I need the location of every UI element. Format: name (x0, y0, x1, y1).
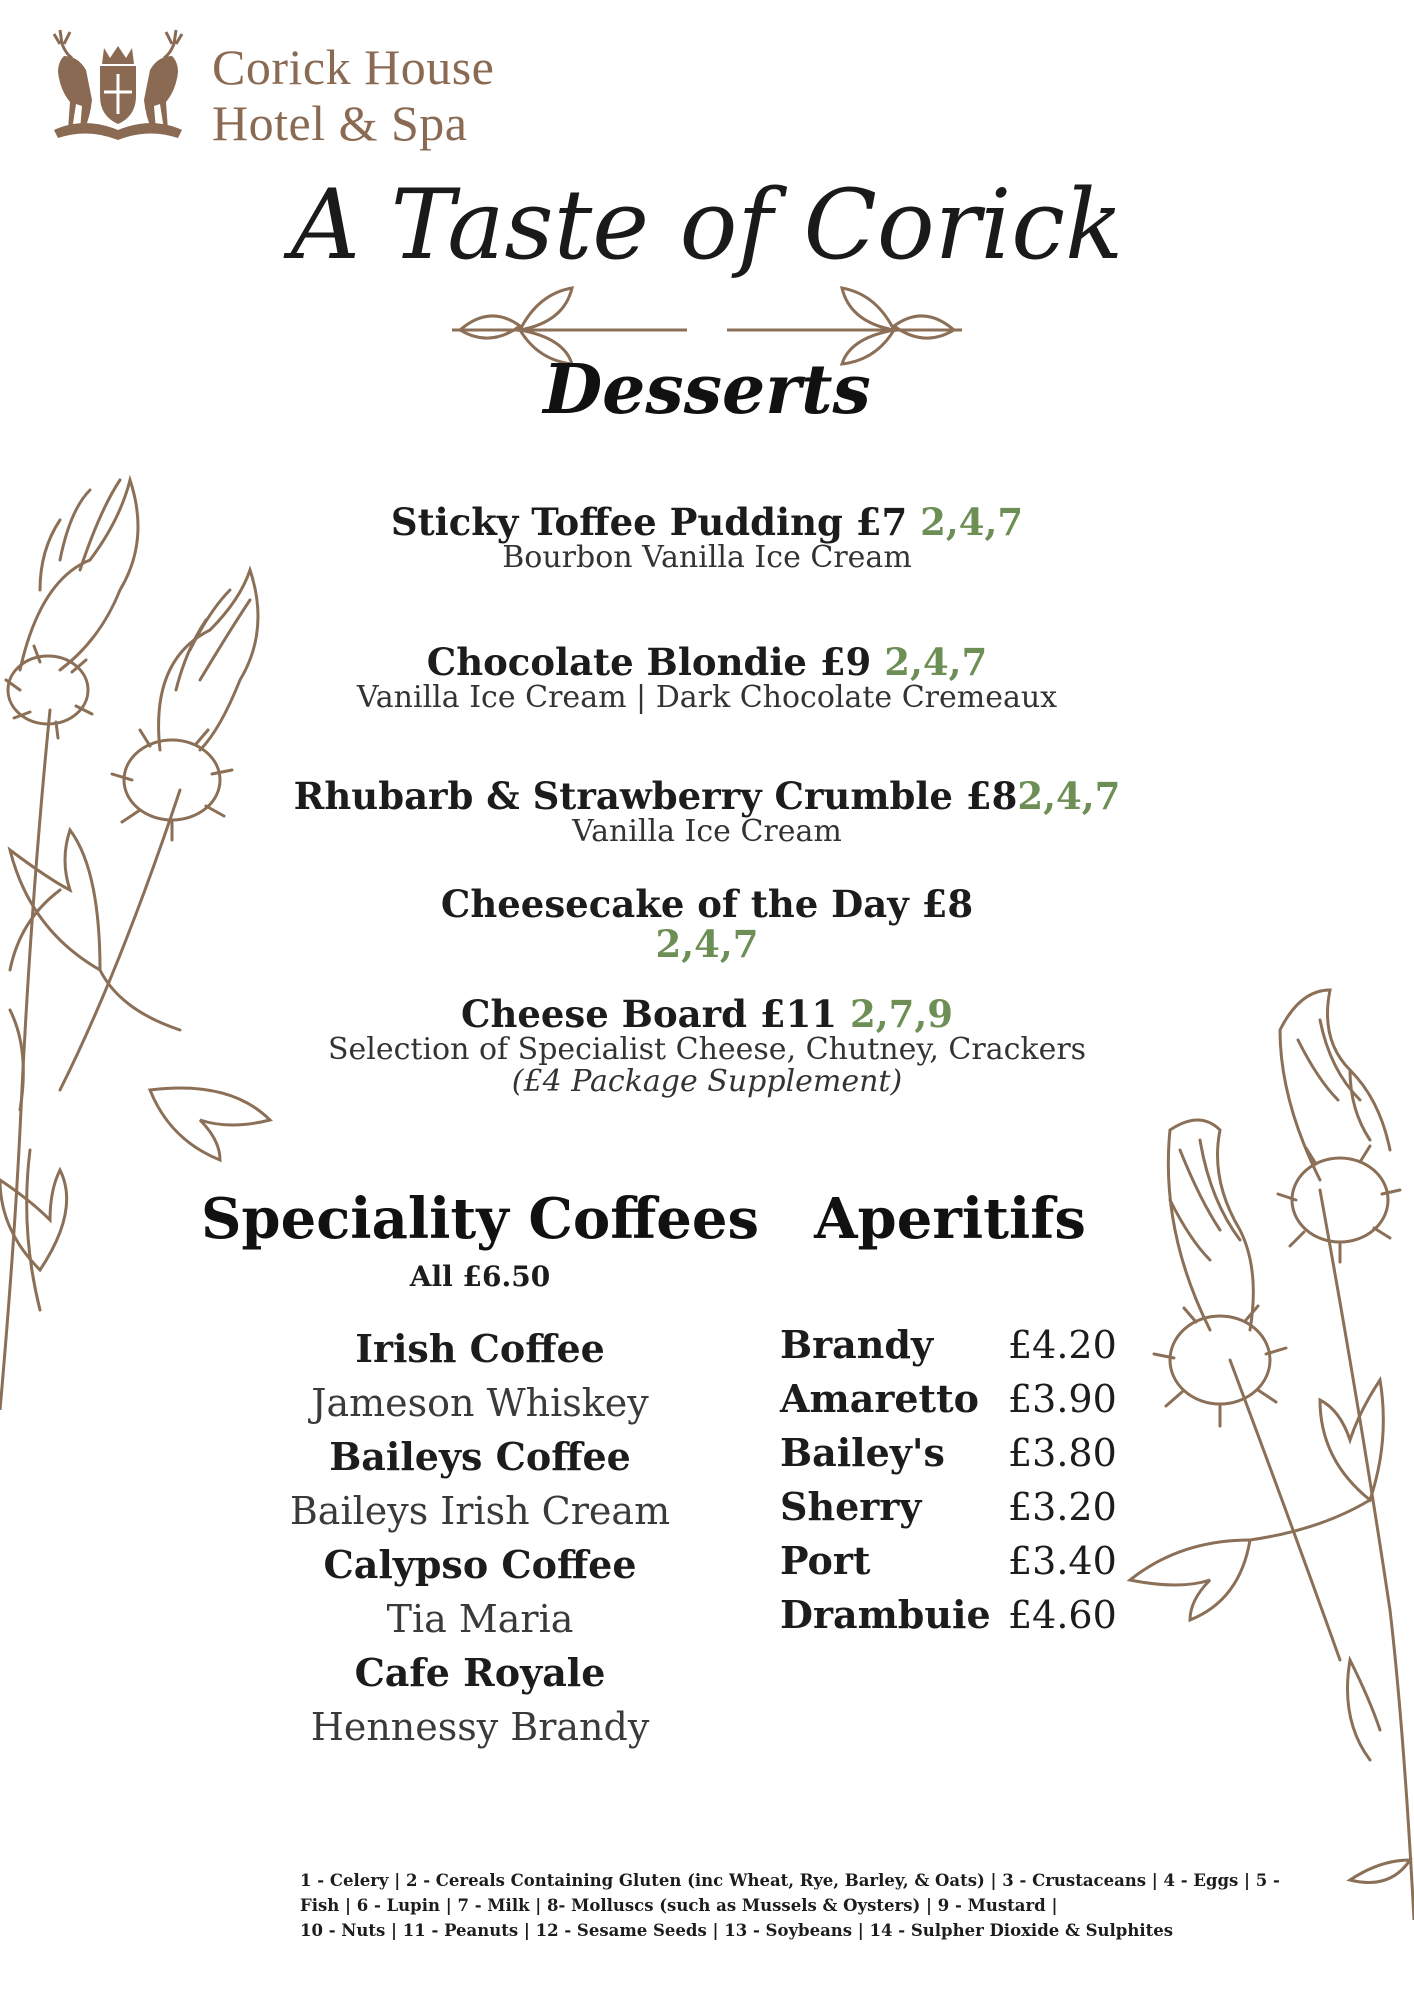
dessert-item (280, 884, 1134, 964)
allergen-codes: 2,4,7 (1017, 774, 1121, 818)
coffee-description: Baileys Irish Cream (289, 1489, 671, 1533)
hotel-crest-logo (44, 26, 192, 150)
brand-name-line-2: Hotel & Spa (212, 95, 468, 151)
dessert-item (280, 776, 1134, 848)
allergen-codes: 2,4,7 (884, 640, 988, 684)
brand-name-line-1: Corick House (212, 39, 495, 95)
coffee-name: Cafe Royale (354, 1650, 606, 1695)
aperitif-price: £3.40 (1008, 1539, 1117, 1583)
coffee-price: All £6.50 (409, 1260, 551, 1293)
dessert-item (280, 994, 1134, 1098)
allergen-key-line: Fish | 6 - Lupin | 7 - Milk | 8- Molluscs (such as Mussels & Oysters) | 9 - Mustard | (300, 1896, 1058, 1915)
dessert-description: Vanilla Ice Cream (572, 814, 842, 849)
package-supplement-note: (£4 Package Supplement) (511, 1064, 903, 1099)
coffee-description: Tia Maria (386, 1597, 574, 1641)
aperitif-name: Sherry (780, 1484, 922, 1529)
coffee-description: Jameson Whiskey (311, 1381, 649, 1425)
aperitif-name: Port (780, 1538, 871, 1583)
dessert-description: Selection of Specialist Cheese, Chutney, Crackers (327, 1032, 1087, 1067)
aperitif-price: £3.20 (1008, 1485, 1117, 1529)
aperitif-name: Drambuie (780, 1592, 991, 1637)
aperitif-name: Bailey's (780, 1430, 945, 1475)
allergen-key-line: 1 - Celery | 2 - Cereals Containing Gluten (inc Wheat, Rye, Barley, & Oats) | 3 - Crustaceans | 4 - Eggs | 5 - (300, 1871, 1280, 1890)
allergen-key-line: 10 - Nuts | 11 - Peanuts | 12 - Sesame Seeds | 13 - Soybeans | 14 - Sulpher Dioxide & Sulphites (300, 1921, 1174, 1940)
aperitif-row (780, 1426, 1140, 1480)
desserts-heading: Desserts (543, 350, 871, 430)
aperitif-row (780, 1588, 1140, 1642)
allergen-key (300, 1868, 1280, 1943)
dessert-name (280, 776, 1134, 816)
aperitif-price: £4.60 (1008, 1593, 1117, 1637)
dessert-name: Cheesecake of the Day £8 (440, 882, 974, 926)
dessert-name-text: Sticky Toffee Pudding £7 (390, 500, 908, 544)
dessert-name-text: Cheese Board £11 (461, 992, 838, 1036)
dessert-description: Vanilla Ice Cream | Dark Chocolate Cremeaux (356, 680, 1058, 715)
aperitif-row (780, 1480, 1140, 1534)
aperitif-row (780, 1318, 1140, 1372)
aperitifs-heading: Aperitifs (814, 1186, 1086, 1252)
coffee-name: Baileys Coffee (329, 1434, 631, 1479)
dessert-item (280, 642, 1134, 714)
menu-title: A Taste of Corick (290, 169, 1124, 281)
aperitif-price: £4.20 (1008, 1323, 1117, 1367)
dessert-name-text: Rhubarb & Strawberry Crumble £8 (293, 774, 1018, 818)
dessert-name (280, 502, 1134, 542)
dessert-name-text: Chocolate Blondie £9 (426, 640, 872, 684)
allergen-codes: 2,4,7 (655, 922, 759, 966)
thistle-illustration-right (1120, 980, 1414, 1920)
coffee-description: Hennessy Brandy (310, 1705, 650, 1749)
aperitif-name: Amaretto (780, 1376, 979, 1421)
dessert-description: Bourbon Vanilla Ice Cream (502, 540, 912, 575)
allergen-codes: 2,7,9 (849, 992, 953, 1036)
allergen-codes: 2,4,7 (920, 500, 1024, 544)
aperitif-price: £3.90 (1008, 1377, 1117, 1421)
aperitif-row (780, 1534, 1140, 1588)
coffee-list (240, 1322, 720, 1754)
dessert-item (280, 502, 1134, 574)
dessert-name (280, 642, 1134, 682)
coffee-name: Irish Coffee (355, 1326, 605, 1371)
aperitif-price: £3.80 (1008, 1431, 1117, 1475)
speciality-coffees-heading: Speciality Coffees (200, 1186, 759, 1252)
aperitif-row (780, 1372, 1140, 1426)
dessert-name (280, 994, 1134, 1034)
coffee-name: Calypso Coffee (323, 1542, 637, 1587)
aperitif-name: Brandy (780, 1322, 934, 1367)
